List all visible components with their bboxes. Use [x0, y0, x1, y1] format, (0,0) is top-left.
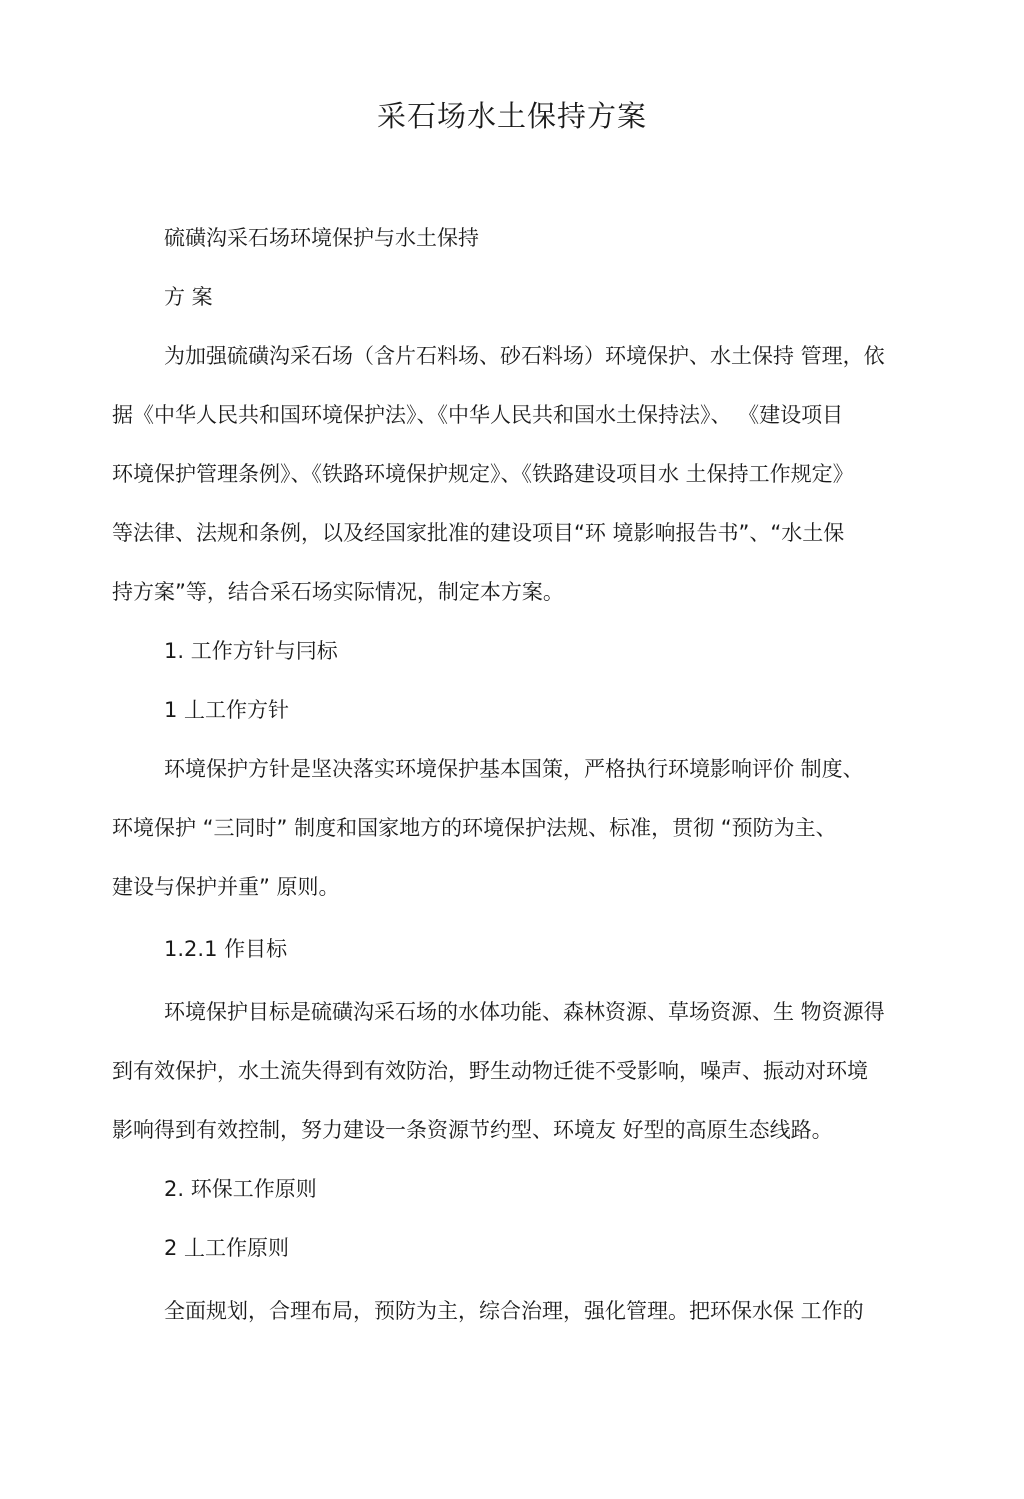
paragraph-line: 环境保护目标是硫磺沟采石场的水体功能、森林资源、草场资源、生 物资源得 [164, 1000, 885, 1024]
paragraph-line: 据《中华人民共和国环境保护法》、《中华人民共和国水土保持法》、 《建设项目 [112, 403, 844, 427]
section-2-heading: 2. 环保工作原则 [164, 1177, 317, 1201]
section-2-1-heading: 2 丄工作原则 [164, 1236, 290, 1260]
section-1-heading: 1. 工作方针与冃标 [164, 639, 338, 663]
paragraph-line: 等法律、法规和条例，以及经国家批准的建设项目“环 境影响报告书”、“水土保 [112, 521, 845, 545]
paragraph-line: 环境保护管理条例》、《铁路环境保护规定》、《铁路建设项目水 土保持工作规定》 [112, 462, 854, 486]
paragraph-line: 持方案”等，结合采石场实际情况，制定本方案。 [112, 580, 564, 604]
goal-paragraph [112, 983, 912, 1160]
paragraph-line: 环境保护方针是坚决落实环境保护基本国策，严格执行环境影响评价 制度、 [164, 757, 864, 781]
principle-paragraph [112, 1282, 912, 1341]
document-title: 采石场水土保持方案 [376, 99, 647, 133]
paragraph-line: 环境保护 “三同时” 制度和国家地方的环境保护法规、标准，贯彻 “预防为主、 [112, 816, 837, 840]
paragraph-line: 到有效保护，水土流失得到有效防治，野生动物迁徙不受影响，噪声、振动对环境 [112, 1059, 868, 1083]
subtitle-line-1: 硫磺沟采石场环境保护与水土保持 [164, 226, 479, 250]
policy-paragraph [112, 740, 912, 917]
section-1-2-1-heading: 1.2.1 作目标 [164, 937, 288, 961]
section-1-1-heading: 1 丄工作方针 [164, 698, 290, 722]
paragraph-line: 全面规划，合理布局，预防为主，综合治理，强化管理。把环保水保 工作的 [164, 1299, 864, 1323]
paragraph-line: 影响得到有效控制，努力建设一条资源节约型、环境友 好型的高原生态线路。 [112, 1118, 833, 1142]
subtitle-line-2: 方 案 [164, 285, 213, 309]
intro-paragraph [112, 327, 912, 622]
paragraph-line: 建设与保护并重” 原则。 [112, 875, 340, 899]
paragraph-line: 为加强硫磺沟采石场（含片石料场、砂石料场）环境保护、水土保持 管理，依 [164, 344, 885, 368]
